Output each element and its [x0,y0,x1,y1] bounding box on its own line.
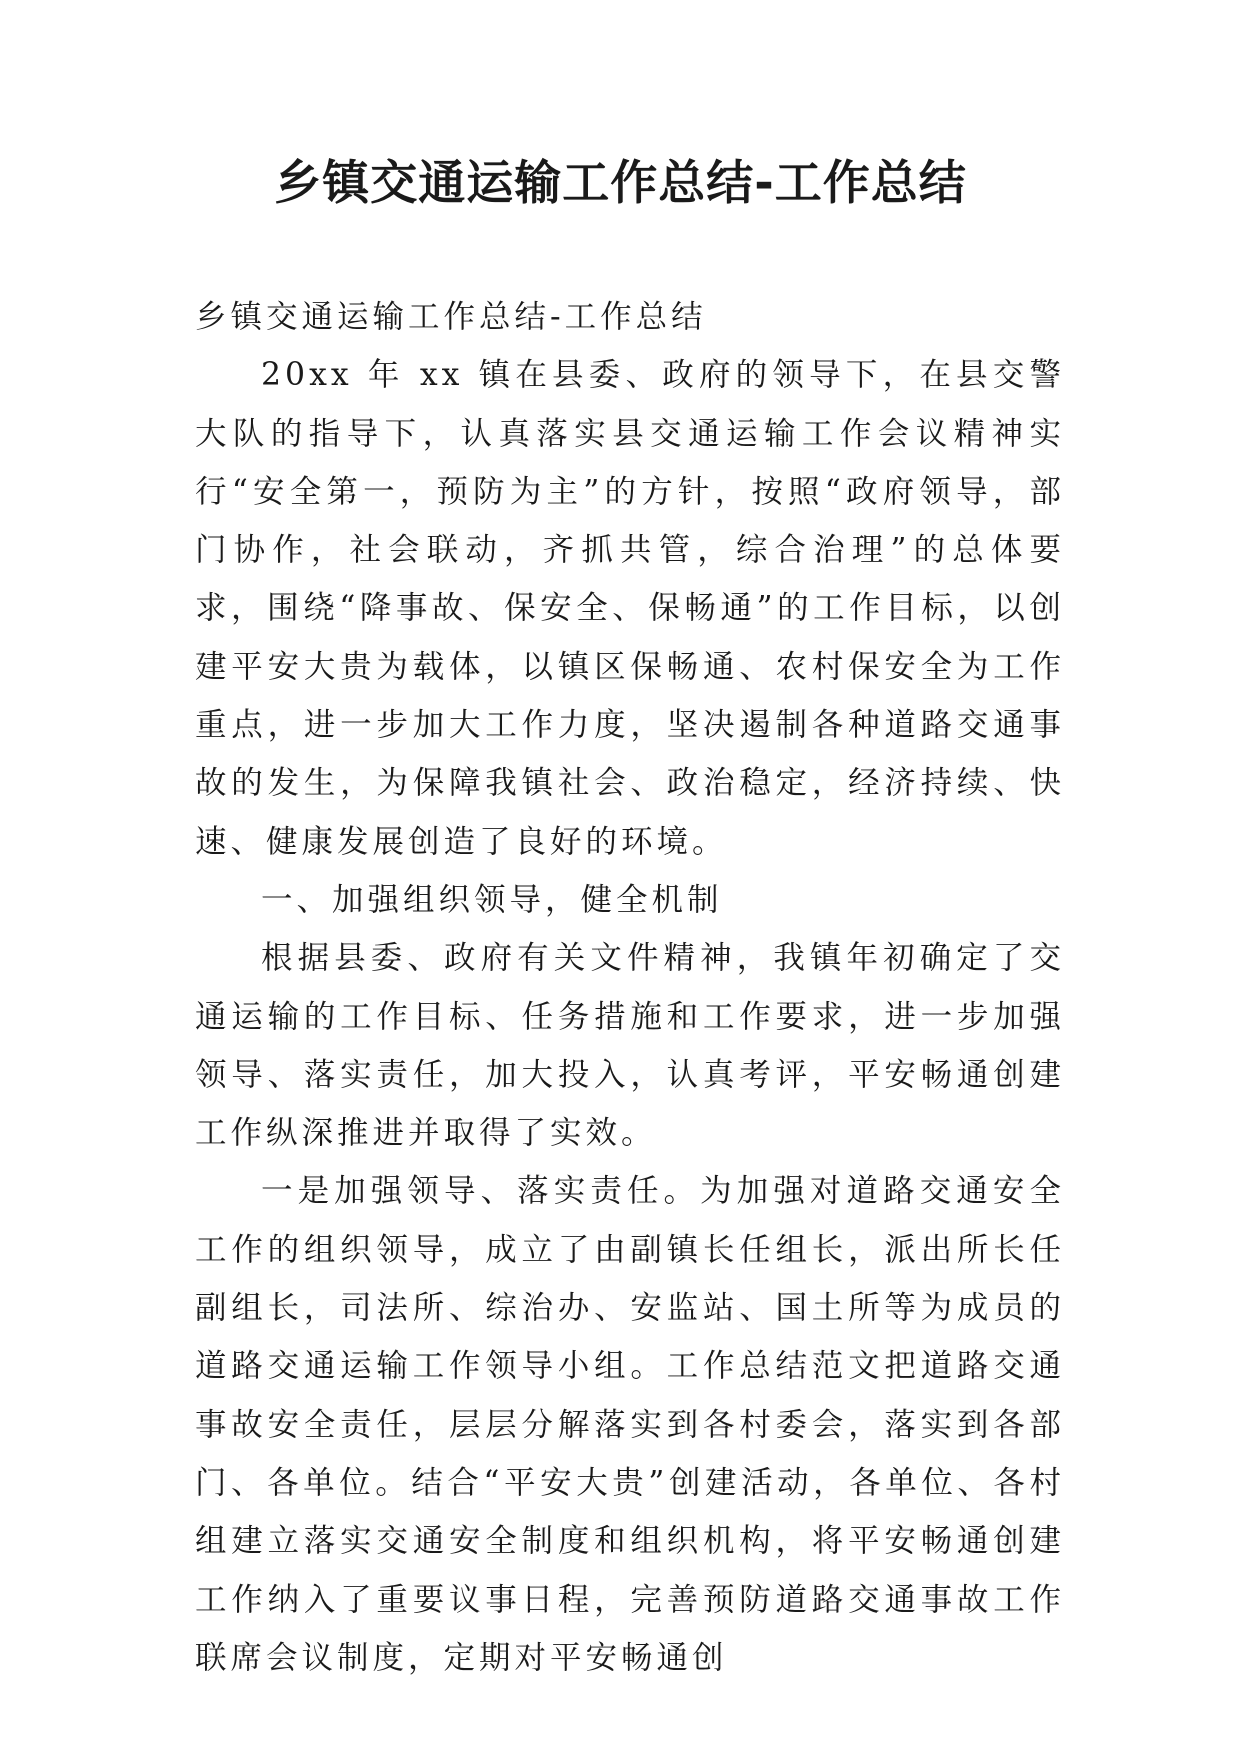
paragraph-section-1: 根据县委、政府有关文件精神，我镇年初确定了交通运输的工作目标、任务措施和工作要求，进一步加强领导、落实责任，加大投入，认真考评，平安畅通创建工作纵深推进并取得了实效。 [195,940,1065,1152]
document-title: 乡镇交通运输工作总结-工作总结 [274,156,967,211]
paragraph-intro: 20xx 年 xx 镇在县委、政府的领导下，在县交警大队的指导下，认真落实县交通运输工作会议精神实行“安全第一，预防为主”的方针，按照“政府领导，部门协作，社会联动，齐抓共管，综合治理”的总体要求，围绕“降事故、保安全、保畅通”的工作目标，以创建平安大贵为载体，以镇区保畅通、农村保安全为工作重点，进一步加大工作力度，坚决遏制各种道路交通事故的发生，为保障我镇社会、政治稳定，经济持续、快速、健康发展创造了良好的环境。 [195,357,1065,860]
paragraph-subtitle: 乡镇交通运输工作总结-工作总结 [195,299,707,335]
paragraph-leadership: 一是加强领导、落实责任。为加强对道路交通安全工作的组织领导，成立了由副镇长任组长，派出所长任副组长，司法所、综治办、安监站、国土所等为成员的道路交通运输工作领导小组。工作总结范文把道路交通事故安全责任，层层分解落实到各村委会，落实到各部门、各单位。结合“平安大贵”创建活动，各单位、各村组建立落实交通安全制度和组织机构，将平安畅通创建工作纳入了重要议事日程，完善预防道路交通事故工作联席会议制度，定期对平安畅通创 [195,1173,1065,1676]
document-body [195,288,1065,1687]
section-heading-1: 一、加强组织领导，健全机制 [261,881,723,918]
